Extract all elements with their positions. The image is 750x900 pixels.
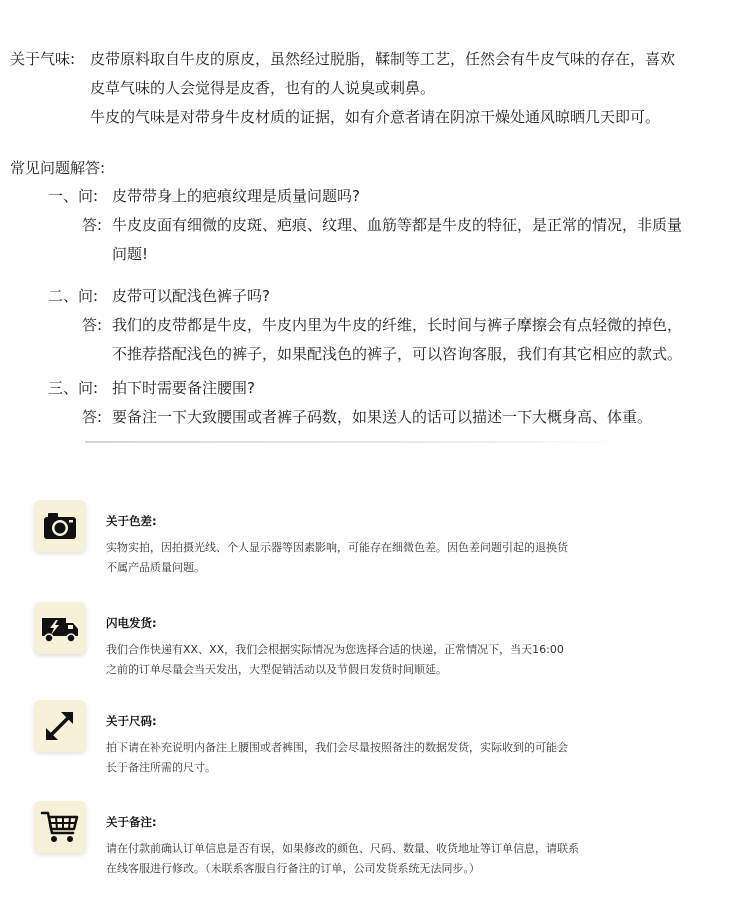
- resize-arrow-icon: [34, 700, 86, 752]
- notice-color-difference: [34, 500, 714, 574]
- smell-label: 关于气味:: [10, 50, 76, 68]
- notice-title: 关于备注:: [106, 815, 157, 829]
- question-number: 三、问:: [48, 379, 99, 397]
- question-number: 一、问:: [48, 187, 99, 205]
- notice-order-remarks: [34, 801, 714, 875]
- smell-text-line: 牛皮的气味是对带身牛皮材质的证据，如有介意者请在阴凉干燥处通风晾晒几天即可。: [90, 108, 661, 126]
- smell-text-line: 皮带原料取自牛皮的原皮，虽然经过脱脂，鞣制等工艺，任然会有牛皮气味的存在，喜欢: [90, 50, 676, 68]
- notice-fast-shipping: [34, 602, 714, 676]
- question-text: 皮带带身上的疤痕纹理是质量问题吗?: [112, 187, 360, 205]
- question-text: 拍下时需要备注腰围?: [112, 379, 255, 397]
- faq-title: 常见问题解答:: [10, 159, 106, 177]
- shopping-cart-icon: [34, 801, 86, 853]
- camera-icon: [34, 500, 86, 552]
- notice-text: 拍下请在补充说明内备注上腰围或者裤围，我们会尽量按照备注的数据发货，实际收到的可能会: [106, 741, 568, 754]
- section-divider: [85, 441, 625, 443]
- question-text: 皮带可以配浅色裤子吗?: [112, 287, 270, 305]
- answer-label: 答:: [82, 408, 103, 426]
- notice-text: 长于备注所需的尺寸。: [106, 761, 216, 774]
- notice-text: 不属产品质量问题。: [106, 561, 205, 574]
- delivery-truck-icon: [34, 602, 86, 654]
- answer-text: 我们的皮带都是牛皮，牛皮内里为牛皮的纤维，长时间与裤子摩擦会有点轻微的掉色，: [112, 316, 683, 334]
- question-number: 二、问:: [48, 287, 99, 305]
- answer-text: 不推荐搭配浅色的裤子，如果配浅色的裤子，可以咨询客服，我们有其它相应的款式。: [112, 345, 683, 363]
- answer-text: 问题!: [112, 245, 149, 263]
- answer-text: 要备注一下大致腰围或者裤子码数，如果送人的话可以描述一下大概身高、体重。: [112, 408, 653, 426]
- notice-text: 实物实拍，因拍摄光线、个人显示器等因素影响，可能存在细微色差。因色差问题引起的退换货: [106, 541, 568, 554]
- notice-sizing: [34, 700, 714, 774]
- answer-label: 答:: [82, 216, 103, 234]
- notice-text: 我们合作快递有XX、XX，我们会根据实际情况为您选择合适的快递，正常情况下，当天16:00: [106, 643, 564, 656]
- notice-text: 在线客服进行修改。（未联系客服自行备注的订单，公司发货系统无法同步。）: [106, 862, 480, 875]
- notice-title: 闪电发货:: [106, 616, 157, 630]
- notice-text: 之前的订单尽量会当天发出，大型促销活动以及节假日发货时间顺延。: [106, 663, 447, 676]
- notice-title: 关于色差:: [106, 514, 157, 528]
- answer-label: 答:: [82, 316, 103, 334]
- notice-title: 关于尺码:: [106, 714, 157, 728]
- notice-text: 请在付款前确认订单信息是否有误，如果修改的颜色、尺码、数量、收货地址等订单信息，请联系: [106, 842, 579, 855]
- smell-text-line: 皮草气味的人会觉得是皮香，也有的人说臭或刺鼻。: [90, 79, 436, 97]
- answer-text: 牛皮皮面有细微的皮斑、疤痕、纹理、血筋等都是牛皮的特征，是正常的情况，非质量: [112, 216, 683, 234]
